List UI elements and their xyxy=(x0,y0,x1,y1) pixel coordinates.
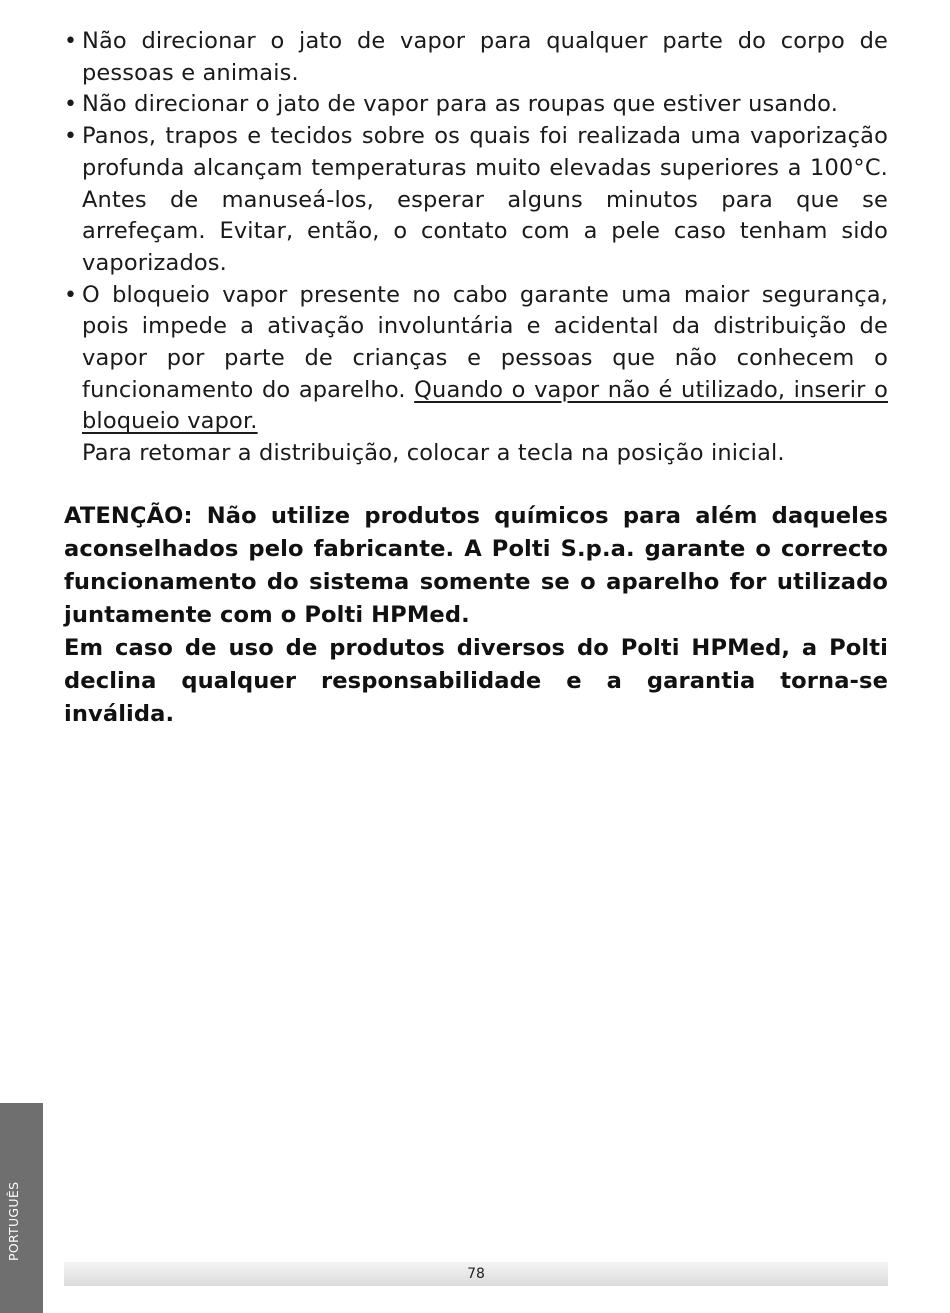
bullet-text-underlined: Quando o vapor não é utilizado, inserir o bloqueio vapor. xyxy=(82,376,888,435)
bullet-item-clothing xyxy=(64,89,888,121)
bullet-item-hot-fabrics xyxy=(64,121,888,280)
safety-bullet-list xyxy=(64,26,888,470)
page-number: 78 xyxy=(467,1266,485,1282)
page-content xyxy=(64,26,888,731)
warning-paragraph-2: Em caso de uso de produtos diversos do Polti HPMed, a Polti declina qualquer responsabilidade e a garantia torna-se inválida. xyxy=(64,634,888,727)
bullet-icon: • xyxy=(64,92,78,118)
bullet-text-extra: Para retomar a distribuição, colocar a tecla na posição inicial. xyxy=(82,440,785,467)
footer-bar xyxy=(64,1262,888,1286)
bullet-icon: • xyxy=(64,29,78,54)
bullet-text: Panos, trapos e tecidos sobre os quais foi realizada uma vaporização profunda alcançam temperaturas muito elevadas superiores a 100°C. Antes de manuseá-los, esperar alguns minutos para que se arrefeçam. Evitar, então, o contato com a pele caso tenham sido vaporizados. xyxy=(82,123,888,276)
warning-paragraph-1: ATENÇÃO: Não utilize produtos químicos para além daqueles aconselhados pelo fabricante. A Polti S.p.a. garante o correcto funcionamento do sistema somente se o aparelho for utilizado juntamente com o Polti HPMed. xyxy=(64,502,888,628)
language-label: PORTUGUÊS xyxy=(6,1181,21,1261)
language-side-tab xyxy=(0,1103,43,1313)
bullet-text: Não direcionar o jato de vapor para as roupas que estiver usando. xyxy=(82,91,839,118)
bullet-text: Não direcionar o jato de vapor para qualquer parte do corpo de pessoas e animais. xyxy=(82,28,888,86)
bullet-icon: • xyxy=(64,282,78,308)
warning-block xyxy=(64,500,888,731)
bullet-item-body-direction xyxy=(64,26,888,89)
bullet-icon: • xyxy=(64,124,78,150)
bullet-item-steam-lock xyxy=(64,280,888,470)
bullet-text: O bloqueio vapor presente no cabo garante uma maior segurança, pois impede a ativação involuntária e acidental da distribuição de vapor por parte de crianças e pessoas que não conhecem o funcionamento do aparelho. xyxy=(82,281,888,403)
